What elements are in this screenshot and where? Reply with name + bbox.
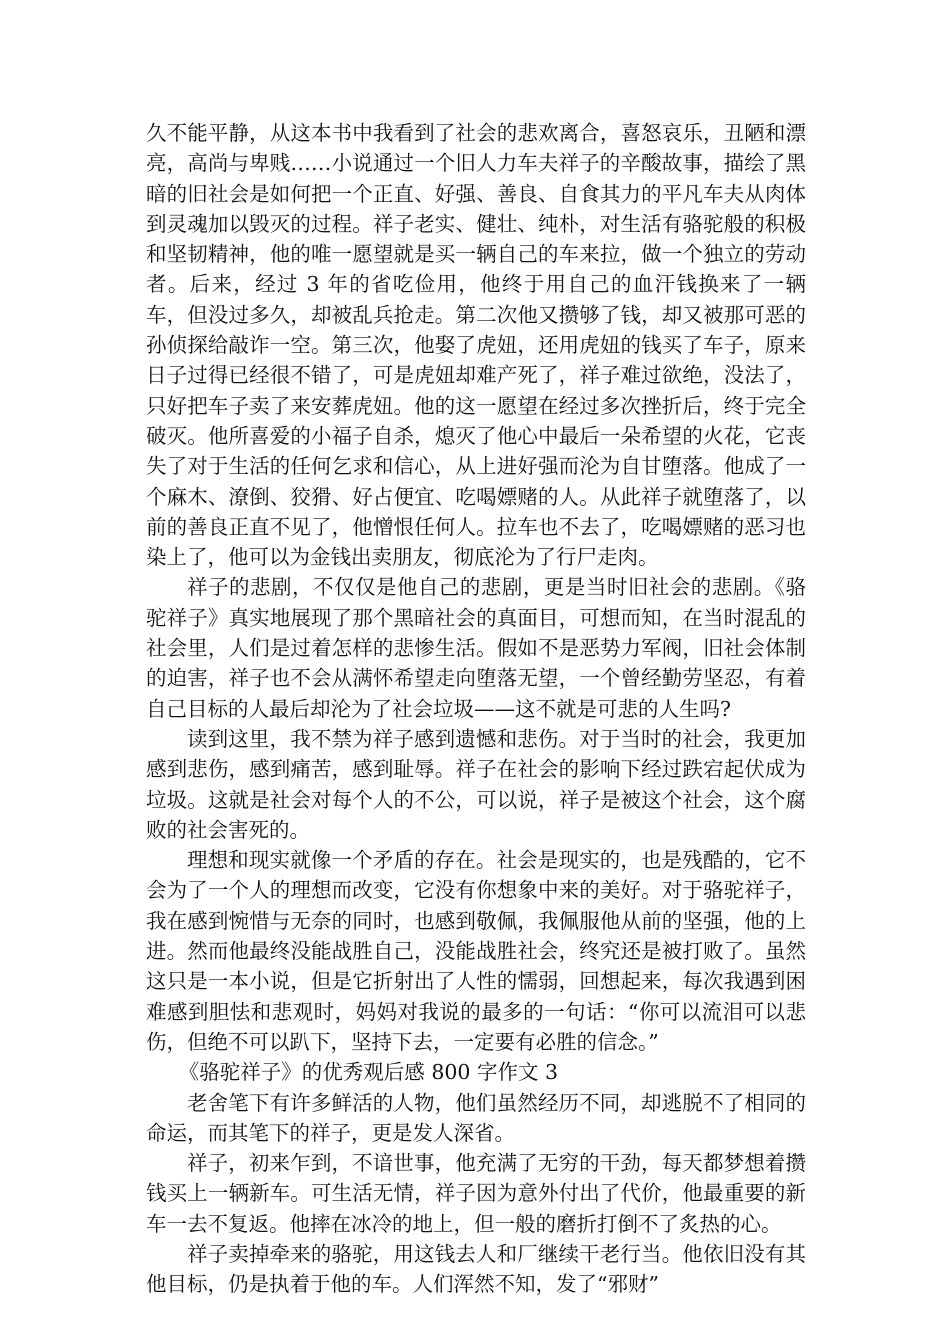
paragraph: 理想和现实就像一个矛盾的存在。社会是现实的，也是残酷的，它不会为了一个人的理想而改变，它没有你想象中来的美好。对于骆驼祥子，我在感到惋惜与无奈的同时，也感到敬佩，我佩服他从前的坚强，他的上进。然而他最终没能战胜自己，没能战胜社会，终究还是被打败了。虽然这只是一本小说，但是它折射出了人性的懦弱，回想起来，每次我遇到困难感到胆怯和悲观时，妈妈对我说的最多的一句话：“你可以流泪可以悲伤，但绝不可以趴下，坚持下去，一定要有必胜的信念。” bbox=[146, 848, 806, 1054]
paragraph: 老舍笔下有许多鲜活的人物，他们虽然经历不同，却逃脱不了相同的命运，而其笔下的祥子，更是发人深省。 bbox=[146, 1090, 806, 1145]
section-heading: 《骆驼祥子》的优秀观后感 800 字作文 3 bbox=[178, 1060, 559, 1085]
paragraph-continued: 久不能平静，从这本书中我看到了社会的悲欢离合，喜怒哀乐，丑陋和漂亮，高尚与卑贱……小说通过一个旧人力车夫祥子的辛酸故事，描绘了黑暗的旧社会是如何把一个正直、好强、善良、自食其力的平凡车夫从肉体到灵魂加以毁灭的过程。祥子老实、健壮、纯朴，对生活有骆驼般的积极和坚韧精神，他的唯一愿望就是买一辆自己的车来拉，做一个独立的劳动者。后来，经过 3 年的省吃俭用，他终于用自己的血汗钱换来了一辆车，但没过多久，却被乱兵抢走。第二次他又攒够了钱，却又被那可恶的孙侦探给敲诈一空。第三次，他娶了虎妞，还用虎妞的钱买了车子，原来日子过得已经很不错了，可是虎妞却难产死了，祥子难过欲绝，没法了，只好把车子卖了来安葬虎妞。他的这一愿望在经过多次挫折后，终于完全破灭。他所喜爱的小福子自杀，熄灭了他心中最后一朵希望的火花，它丧失了对于生活的任何乞求和信心，从上进好强而沦为自甘堕落。他成了一个麻木、潦倒、狡猾、好占便宜、吃喝嫖赌的人。从此祥子就堕落了，以前的善良正直不见了，他憎恨任何人。拉车也不去了，吃喝嫖赌的恶习也染上了，他可以为金钱出卖朋友，彻底沦为了行尸走肉。 bbox=[146, 121, 806, 570]
paragraph: 祥子，初来乍到，不谙世事，他充满了无穷的干劲，每天都梦想着攒钱买上一辆新车。可生活无情，祥子因为意外付出了代价，他最重要的新车一去不复返。他摔在冰冷的地上，但一般的磨折打倒不了炙热的心。 bbox=[146, 1151, 806, 1236]
paragraph: 祥子卖掉牵来的骆驼，用这钱去人和厂继续干老行当。他依旧没有其他目标，仍是执着于他的车。人们浑然不知，发了“邪财” bbox=[146, 1241, 806, 1297]
essay-body bbox=[146, 118, 806, 1300]
paragraph: 读到这里，我不禁为祥子感到遗憾和悲伤。对于当时的社会，我更加感到悲伤，感到痛苦，感到耻辱。祥子在社会的影响下经过跌宕起伏成为垃圾。这就是社会对每个人的不公，可以说，祥子是被这个社会，这个腐败的社会害死的。 bbox=[146, 726, 806, 842]
paragraph: 祥子的悲剧，不仅仅是他自己的悲剧，更是当时旧社会的悲剧。《骆驼祥子》真实地展现了那个黑暗社会的真面目，可想而知，在当时混乱的社会里，人们是过着怎样的悲惨生活。假如不是恶势力军阀，旧社会体制的迫害，祥子也不会从满怀希望走向堕落无望，一个曾经勤劳坚忍，有着自己目标的人最后却沦为了社会垃圾——这不就是可悲的人生吗? bbox=[146, 575, 806, 721]
